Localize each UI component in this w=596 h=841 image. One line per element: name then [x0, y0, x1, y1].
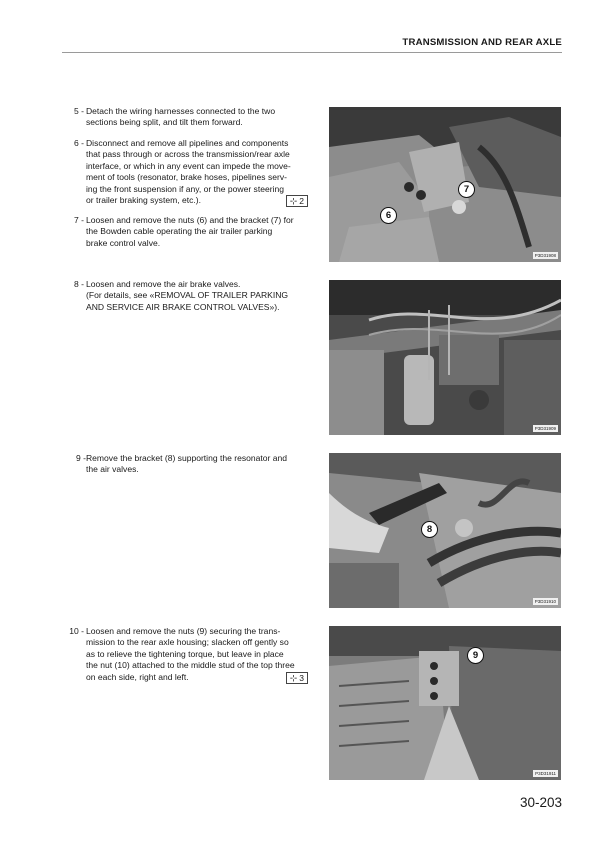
step-text-line: ment of tools (resonator, brake hoses, pipelines serv- [86, 172, 287, 183]
photo-transmission-bracket [329, 107, 561, 262]
reference-number: 2 [299, 196, 304, 207]
page-number: 30-203 [519, 795, 562, 810]
step-number: 8 - [74, 279, 84, 289]
callout-6: 6 [380, 207, 397, 224]
step-text-line: as to relieve the tightening torque, but leave in place [86, 648, 284, 659]
step-text-line: AND SERVICE AIR BRAKE CONTROL VALVES»). [86, 301, 280, 312]
step-9 [62, 453, 308, 476]
callout-9: 9 [467, 647, 484, 664]
step-7 [62, 215, 308, 249]
step-text-line: or trailer braking system, etc.). [86, 195, 201, 206]
step-number: 6 - [74, 138, 84, 148]
step-6 [62, 138, 308, 207]
photo-air-brake-valves [329, 280, 561, 435]
photo-illustration [329, 280, 561, 435]
callout-7: 7 [458, 181, 475, 198]
step-text-line: Loosen and remove the nuts (6) and the bracket (7) for [86, 215, 294, 225]
step-text-line: that pass through or across the transmission/rear axle [86, 149, 290, 160]
step-text-line: (For details, see «REMOVAL OF TRAILER PARKING [86, 290, 289, 301]
step-number: 9 - [76, 453, 86, 463]
reference-number: 3 [299, 672, 304, 683]
step-text-line: brake control valve. [86, 237, 161, 248]
step-text-line: the air valves. [86, 464, 139, 475]
reference-box [286, 672, 308, 684]
page-header-title: TRANSMISSION AND REAR AXLE [402, 37, 562, 48]
photo-illustration [329, 626, 561, 780]
step-number: 10 - [69, 626, 84, 636]
step-5 [62, 106, 308, 129]
photo-illustration [329, 453, 561, 608]
step-text-line: Loosen and remove the air brake valves. [86, 279, 241, 289]
step-text-line: Remove the bracket (8) supporting the resonator and [86, 453, 287, 463]
step-text-line: sections being split, and tilt them forward. [86, 117, 243, 128]
tightening-torque-icon: ⊹ [289, 672, 298, 683]
step-text-line: Loosen and remove the nuts (9) securing the trans- [86, 626, 281, 636]
step-text-line: mission to the rear axle housing; slacken off gently so [86, 637, 289, 648]
step-text-line: on each side, right and left. [86, 671, 189, 682]
reference-box [286, 195, 308, 207]
step-number: 7 - [74, 215, 84, 225]
step-10 [62, 626, 308, 684]
photo-code: P3D31910 [534, 599, 556, 604]
step-number: 5 - [74, 106, 84, 116]
step-text-line: the Bowden cable operating the air trailer parking [86, 226, 273, 237]
photo-code: P3D31908 [534, 253, 556, 258]
photo-illustration [329, 107, 561, 262]
step-text-line: the nut (10) attached to the middle stud of the top three [86, 660, 295, 671]
photo-code: P3D31911 [535, 771, 556, 776]
header-divider [62, 52, 562, 53]
step-8 [62, 279, 308, 313]
step-text-line: Detach the wiring harnesses connected to the two [86, 106, 276, 116]
tightening-torque-icon: ⊹ [289, 196, 298, 207]
photo-transmission-nuts [329, 626, 561, 780]
photo-code: P3D31909 [534, 426, 556, 431]
photo-resonator-bracket [329, 453, 561, 608]
step-text-line: Disconnect and remove all pipelines and components [86, 138, 289, 148]
callout-8: 8 [421, 521, 438, 538]
step-text-line: interface, or which in any event can impede the move- [86, 160, 291, 171]
step-text-line: ing the front suspension if any, or the power steering [86, 183, 284, 194]
